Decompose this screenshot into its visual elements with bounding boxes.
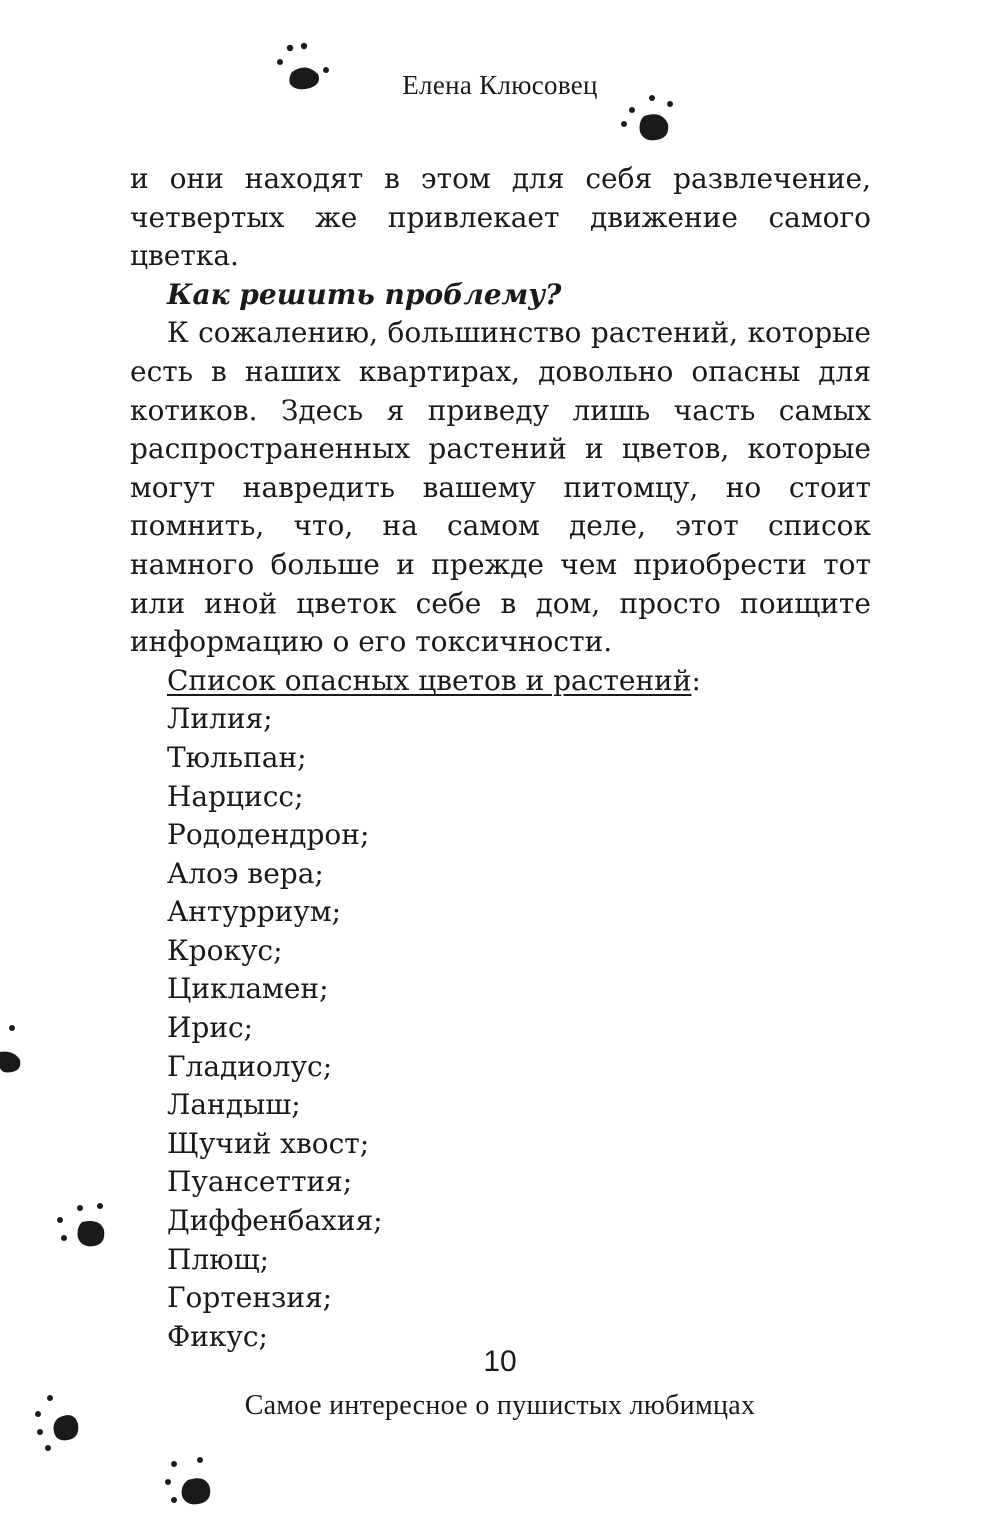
list-item: Антурриум;: [167, 895, 342, 929]
body-paragraph: К сожалению, большинство растений, которые есть в наших квартирах, довольно опасны для котиков. Здесь я приведу лишь часть самых распространенных растений и цветов, которые могут навредить вашему питомцу, но стоит помнить, что, на самом деле, этот список намного больше и прежде чем приобрести тот или иной цветок себе в дом, просто поищите информацию о его токсичности.: [130, 316, 871, 659]
list-item: Цикламен;: [167, 972, 329, 1006]
list-item: Алоэ вера;: [167, 856, 324, 890]
list-item: Ландыш;: [167, 1088, 301, 1122]
list-item: Диффенбахия;: [167, 1204, 383, 1238]
paw-print-icon: [0, 1022, 30, 1082]
list-item: Рододендрон;: [167, 818, 370, 852]
list-heading: [130, 662, 871, 701]
list-item: Ирис;: [167, 1011, 254, 1045]
list-item: Гладиолус;: [167, 1049, 333, 1083]
continuation-paragraph: и они находят в этом для себя развлечение, четвертых же привлекает движение самого цветка.: [130, 162, 871, 273]
running-footer: [0, 1390, 1000, 1422]
book-title: Самое интересное о пушистых любимцах: [244, 1390, 756, 1421]
list-heading-text: Список опасных цветов и растений: [167, 663, 692, 697]
list-item: Фикус;: [167, 1319, 268, 1353]
author-name: Елена Клюсовец: [402, 70, 598, 100]
paw-print-icon: [160, 1456, 220, 1516]
list-item: Гортензия;: [167, 1281, 333, 1315]
list-item: Лилия;: [167, 702, 273, 736]
page-number: 10: [483, 1345, 517, 1378]
running-header: [0, 70, 1000, 101]
list-item: Плющ;: [167, 1242, 270, 1276]
list-item: Пуансеттия;: [167, 1165, 353, 1199]
paw-print-icon: [54, 1200, 114, 1256]
plant-list: [130, 700, 871, 1356]
list-heading-colon: :: [691, 663, 701, 697]
list-item: Крокус;: [167, 933, 283, 967]
list-item: Нарцисс;: [167, 779, 304, 813]
page-body: [130, 160, 871, 1356]
section-subheading: Как решить проблему?: [167, 277, 562, 311]
list-item: Щучий хвост;: [167, 1126, 370, 1160]
list-item: Тюльпан;: [167, 740, 307, 774]
